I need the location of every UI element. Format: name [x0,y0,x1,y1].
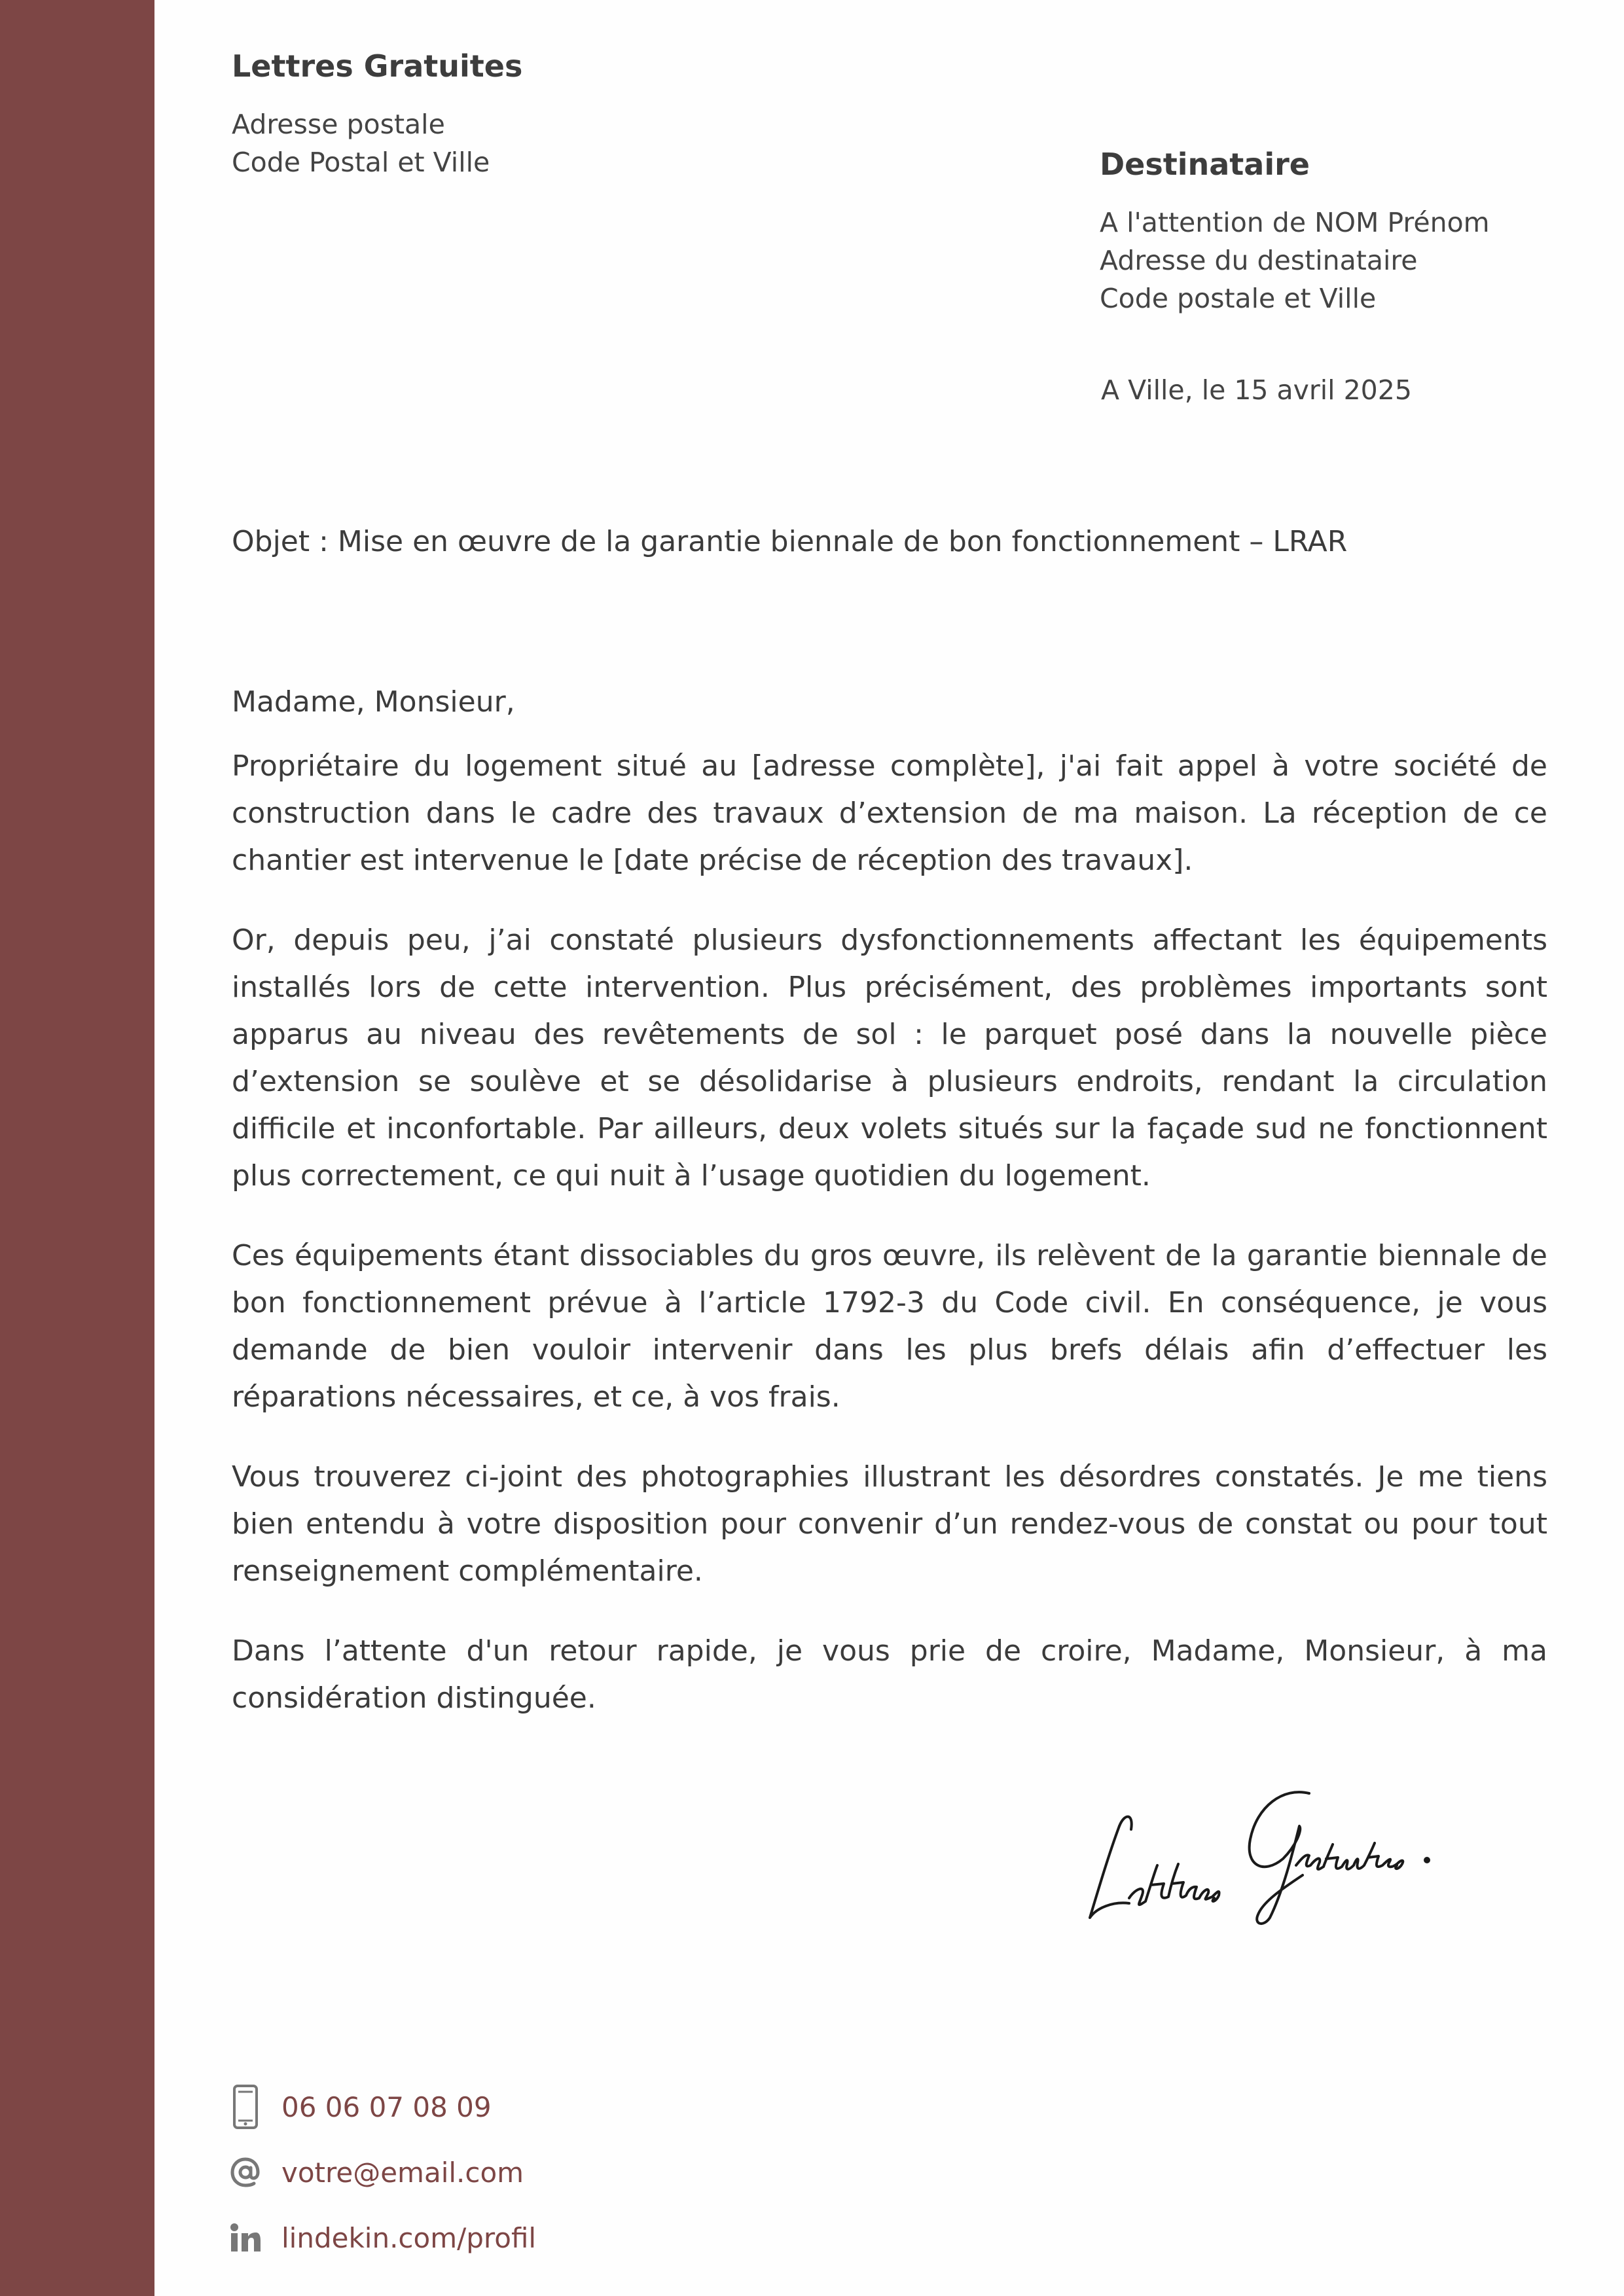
sender-city: Code Postal et Ville [232,147,490,178]
recipient-city: Code postale et Ville [1100,283,1377,314]
at-icon [229,2149,262,2195]
sender-name: Lettres Gratuites [232,48,523,84]
contact-email[interactable]: votre@email.com [281,2156,524,2189]
contact-email-row [229,2149,524,2195]
phone-icon [229,2084,262,2130]
body-paragraph-3: Ces équipements étant dissociables du gros œuvre, ils relèvent de la garantie biennale de bon fonctionnement prévue à l’article 1792-3 du Code civil. En conséquence, je vous demande de bien vouloir intervenir dans les plus brefs délais afin d’effectuer les réparations nécessaires, et ce, à vos frais. [232,1239,1547,1414]
recipient-address: Adresse du destinataire [1100,245,1418,276]
linkedin-icon [229,2215,262,2261]
contact-phone[interactable]: 06 06 07 08 09 [281,2090,492,2123]
body-paragraph-2: Or, depuis peu, j’ai constaté plusieurs dysfonctionnements affectant les équipements installés lors de cette intervention. Plus précisément, des problèmes importants sont apparus au niveau des revêtements de sol : le parquet posé dans la nouvelle pièce d’extension se soulève et se désolidarise à plusieurs endroits, rendant la circulation difficile et inconfortable. Par ailleurs, deux volets situés sur la façade sud ne fonctionnent plus correctement, ce qui nuit à l’usage quotidien du logement. [232,924,1547,1193]
body-paragraph-1: Propriétaire du logement situé au [adresse complète], j'ai fait appel à votre société de construction dans le cadre des travaux d’extension de ma maison. La réception de ce chantier est intervenue le [date précise de réception des travaux]. [232,749,1547,877]
body-paragraph-5: Dans l’attente d'un retour rapide, je vous prie de croire, Madame, Monsieur, à ma considération distinguée. [232,1634,1547,1715]
letter-body [232,679,1547,1755]
sender-address: Adresse postale [232,109,445,140]
contact-linkedin-row [229,2215,536,2261]
handwritten-signature [1074,1767,1479,1937]
greeting: Madame, Monsieur, [232,685,515,719]
recipient-attention: A l'attention de NOM Prénom [1100,207,1490,238]
contact-phone-row [229,2084,492,2130]
recipient-title: Destinataire [1100,147,1310,182]
letter-subject: Objet : Mise en œuvre de la garantie biennale de bon fonctionnement – LRAR [232,525,1348,558]
date-line: A Ville, le 15 avril 2025 [1101,374,1412,406]
body-paragraph-4: Vous trouverez ci-joint des photographies illustrant les désordres constatés. Je me tiens bien entendu à votre disposition pour convenir d’un rendez-vous de constat ou pour tout renseignement complémentaire. [232,1460,1547,1588]
contact-linkedin[interactable]: lindekin.com/profil [281,2221,537,2254]
sidebar-band [0,0,154,2296]
